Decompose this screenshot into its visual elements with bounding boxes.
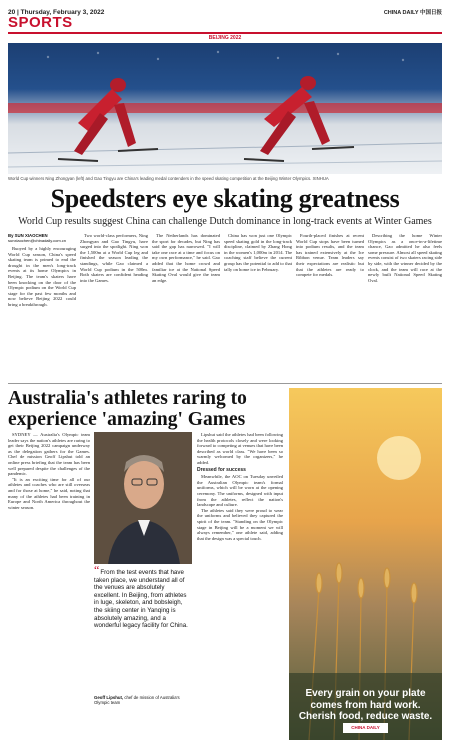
quote-attribution [94, 695, 192, 705]
brand-name [384, 8, 442, 16]
quote-role: chef de mission of Australia's Olympic team [94, 695, 180, 705]
story1-column-2 [80, 233, 148, 380]
story1-column-6 [368, 233, 442, 380]
lipshut-portrait-photo [94, 432, 192, 564]
event-label: BEIJING 2022 [208, 35, 242, 41]
story1-col3-text: The Netherlands has dominated the sport for decades, but Ning has said the gap has narrowed. "I will take one race at a time and focus on my own performance," he said. Gao added that the home crowd and familiar ice at the National Speed Skating Oval would give the team an edge. [152, 233, 220, 283]
story1-column-3 [152, 233, 220, 380]
story1-column-4 [224, 233, 292, 380]
page-header [8, 6, 442, 18]
story1-col6-text: Describing the home Winter Olympics as a once-in-a-lifetime chance, Gao admitted he also feels some pressure. Almost all speed skating events consist of two skaters racing side by side, with the winner decided by the clock, and the team will race at the newly built National Speed Skating Oval. [368, 233, 442, 283]
byline-email: sunxiaochen@chinadaily.com.cn [8, 238, 67, 243]
story2-col3b-text: Meanwhile, the AOC on Tuesday unveiled the Australian Olympic team's formal uniforms, which will be worn at the opening ceremony. The uniforms, designed with input from the athletes, reflect the nation's landscape and culture. [197, 474, 283, 508]
quote-name: Geoff Lipshut, [94, 695, 124, 700]
ad-logo: CHINA DAILY [343, 723, 388, 733]
food-waste-advertisement [289, 388, 442, 740]
story-divider [8, 383, 442, 384]
story2-col3-text: Lipshut said the athletes had been following the health protocols closely and were looking forward to competing at venues that have been described as world class. "We have been so warmly welcomed by the organizers," he added. [197, 432, 283, 465]
story1-col1-text: Buoyed by a highly encouraging World Cup season, China's speed skating team is primed to end the drought in the men's long-track events at its home Olympics in Beijing. The team's skaters have been knocking on the door of the Olympic podium on the World Cup stage for the past few months and now believe Beijing 2022 could bring a breakthrough. [8, 246, 76, 307]
quote-mark-icon: “ [94, 563, 100, 577]
page-info: 20 | Thursday, February 3, 2022 [8, 8, 105, 16]
section-title: SPORTS [8, 14, 73, 31]
story2-col1-text: SYDNEY — Australia's Olympic team leader says the nation's athletes are raring to get their Beijing 2022 campaign underway as the delegation gathers for the Games. Chef de mission Geoff Lipshut told an online press briefing that the team has been well prepared despite the challenges of the pandemic. [8, 432, 90, 477]
story2-column-1 [8, 432, 90, 740]
main-subhead: World Cup results suggest China can challenge Dutch dominance in long-track events at Winter Games [18, 216, 432, 227]
story2-subheading: Dressed for success [197, 466, 246, 473]
story1-column-5 [296, 233, 364, 380]
story1-col4-text: China has won just one Olympic speed skating gold in the long-track discipline, claimed by Zhang Hong in the women's 1,000m in 2014. The coaching staff believe the current group has the potential to add to that tally on home ice in February. [224, 233, 292, 272]
portrait-illustration [94, 432, 192, 564]
speed-skaters-photo [8, 43, 442, 174]
caption-text: World Cup winners Ning Zhongyan (left) and Gao Tingyu are China's leading medal contenders in the speed skating competition at the Beijing Winter Olympics. [8, 176, 312, 181]
brand-cn: 中国日报 [419, 10, 442, 16]
story2-headline: Australia's athletes raring to experience 'amazing' Games [8, 388, 247, 430]
story2-column-3 [197, 432, 283, 740]
ad-tagline: Every grain on your plate comes from hard work. Cherish food, reduce waste. [298, 688, 433, 722]
pull-quote [94, 563, 192, 630]
story1-col2-text: Two world-class performers, Ning Zhongyan and Gao Tingyu, have surged into the spotlight. Ning won the 1,500m at a World Cup leg and finished the season leading the standings, while Gao claimed a World Cup podium in the 500m. Both skaters are confident heading into the Games. [80, 233, 148, 283]
pull-quote-text: From the test events that have taken place, we understand all of the venues are absolutely excellent. In Beijing, from athletes in luge, skeleton, and bobsleigh, the skiing center in Yanqing is absolutely amazing, and a wonderful legacy facility for China. [94, 569, 188, 630]
story2-col4-text: The athletes said they were proud to wear the uniforms and believed they captured the spirit of the team. "Standing on the Olympic stage in Beijing will be a moment we will always remember," one athlete said, adding that the design was a special touch. [197, 507, 283, 541]
byline-name: By SUN XIAOCHEN [8, 233, 48, 238]
story1-col5-text: Fourth-placed finishes at recent World Cup stops have been turned into podium results, and the team has trained extensively at the Ice Ribbon venue. Team leaders say their expectations are realistic but that the athletes are ready to compete for medals. [296, 233, 364, 278]
main-headline: Speedsters eye skating greatness [50, 184, 400, 213]
photo-caption [8, 176, 442, 181]
story2-col1b-text: "It is an exciting time for all of our athletes and coaches who are still overseas and for those at home," he said, noting that many of the athletes had been training in Europe and North America throughout the winter season. [8, 476, 90, 510]
brand-latin: CHINA DAILY [383, 10, 419, 16]
section-rule [8, 32, 442, 34]
caption-credit: XINHUA [312, 176, 329, 181]
story1-column-1 [8, 246, 76, 380]
skaters-illustration [8, 43, 442, 174]
